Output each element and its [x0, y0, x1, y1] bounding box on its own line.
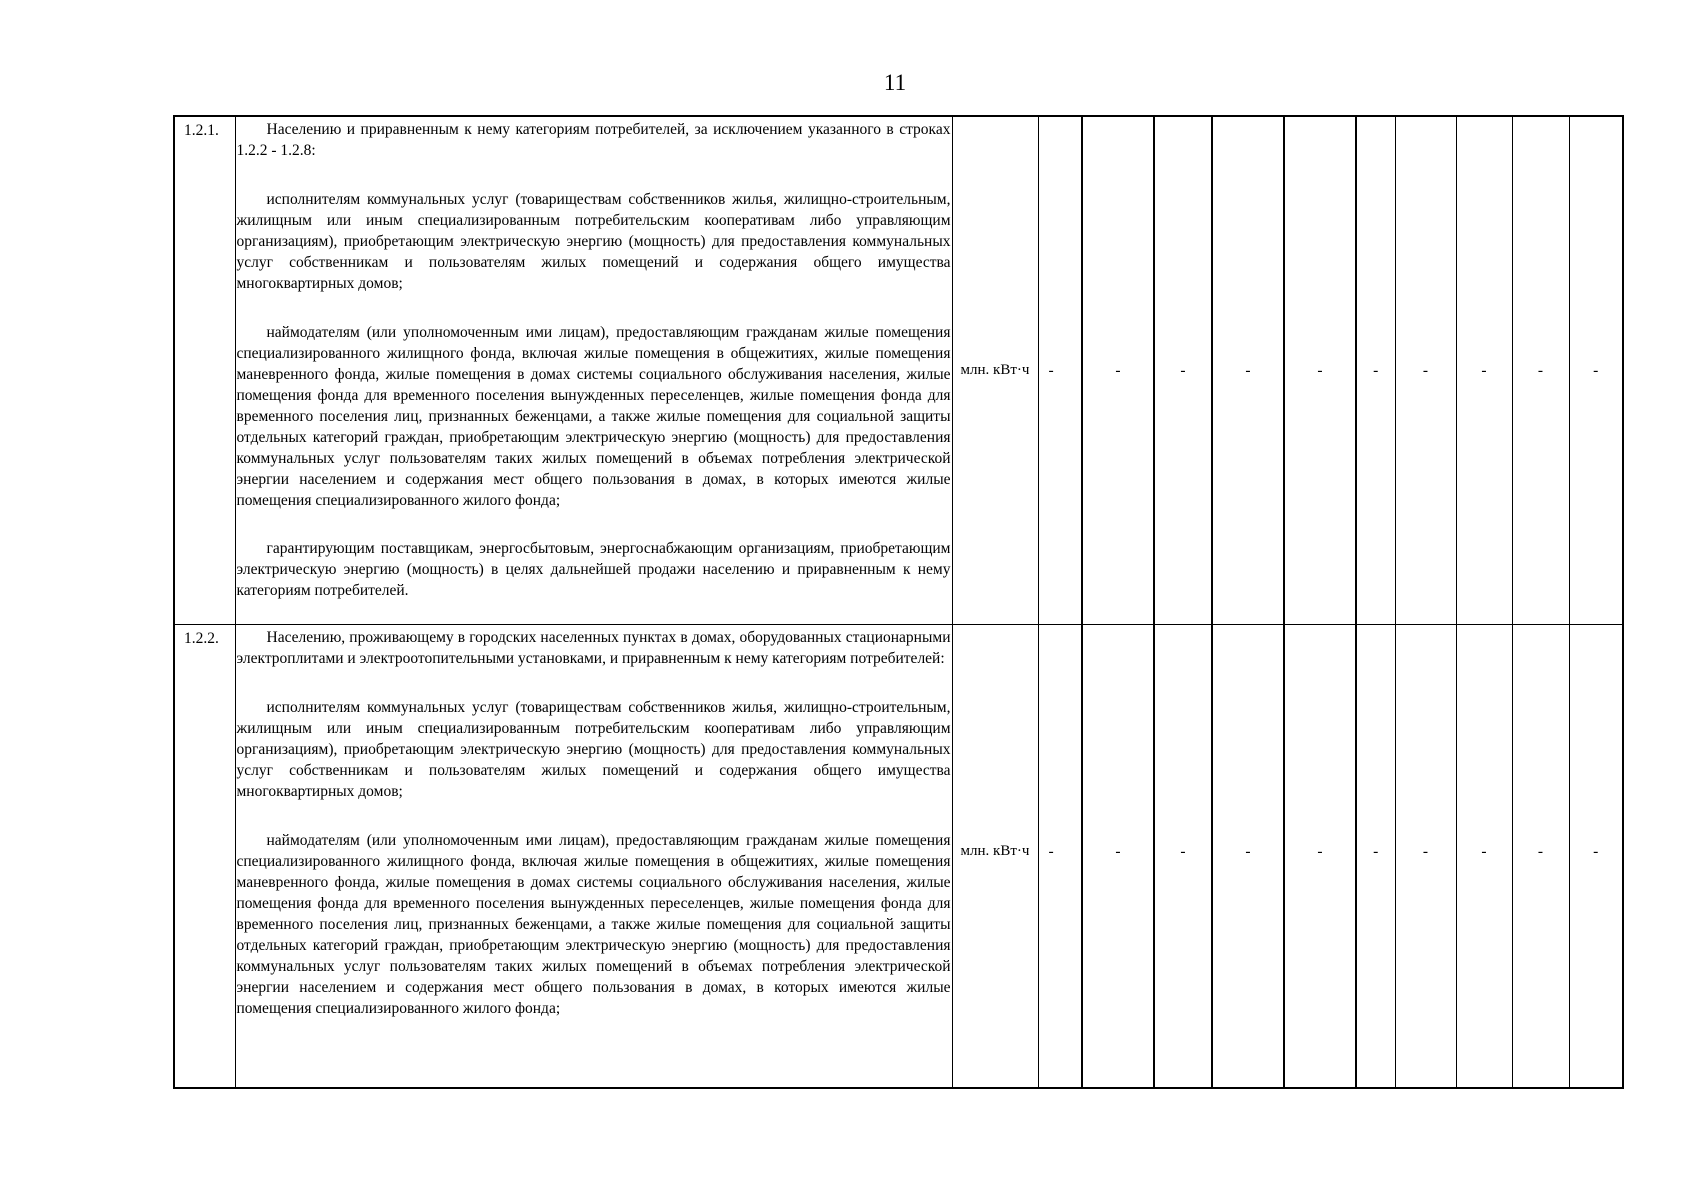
unit-cell [952, 116, 1038, 625]
value-cell [1082, 625, 1154, 1089]
value-cell [1284, 116, 1356, 625]
value-cell [1395, 116, 1456, 625]
value-dash: - [1537, 843, 1544, 860]
value-cell [1512, 116, 1569, 625]
paragraph: гарантирующим поставщикам, энергосбытовым, энергоснабжающим организациям, приобретающим электрическую энергию (мощность) в целях дальнейшей продажи населению и приравненным к нему категориям потребителей. [236, 540, 951, 599]
value-cell [1212, 625, 1284, 1089]
value-cell [1569, 116, 1623, 625]
paragraph: наймодателям (или уполномоченным ими лицам), предоставляющим гражданам жилые помещения специализированного жилищного фонда, включая жилые помещения в общежитиях, жилые помещения маневренного фонда, жилые помещения в домах системы социального обслуживания населения, жилые помещения фонда для временного поселения вынужденных переселенцев, жилые помещения фонда для временного поселения лиц, признанных беженцами, а также жилые помещения для социальной защиты отдельных категорий граждан, приобретающим электрическую энергию (мощность) для предоставления коммунальных услуг пользователям таких жилых помещений в объемах потребления электрической энергии населением и содержания мест общего пользования в домах, в которых имеются жилые помещения специализированного жилого фонда; [236, 832, 951, 1017]
unit-cell [952, 625, 1038, 1089]
row-description [235, 116, 952, 625]
value-dash: - [1537, 362, 1544, 379]
value-cell [1284, 625, 1356, 1089]
value-dash: - [1317, 843, 1323, 860]
value-dash: - [1180, 843, 1186, 860]
value-cell [1212, 116, 1284, 625]
value-cell [1395, 625, 1456, 1089]
value-dash: - [1115, 843, 1121, 860]
value-cell [1356, 116, 1395, 625]
value-cell [1456, 625, 1512, 1089]
row-number: 1.2.1. [174, 116, 235, 625]
value-dash: - [1373, 843, 1379, 860]
table-row [174, 625, 1623, 1089]
value-dash: - [1593, 843, 1599, 860]
value-cell [1154, 116, 1212, 625]
paragraph: исполнителям коммунальных услуг (товариществам собственников жилья, жилищно-строительным, жилищным или иным специализированным потребительским кооперативам либо управляющим организациям), приобретающим электрическую энергию (мощность) для предоставления коммунальных услуг собственникам и пользователям жилых помещений и содержания общего имущества многоквартирных домов; [236, 191, 951, 292]
value-dash: - [1481, 843, 1487, 860]
value-cell [1512, 625, 1569, 1089]
value-cell [1154, 625, 1212, 1089]
value-cell [1356, 625, 1395, 1089]
value-dash: - [1373, 362, 1379, 379]
value-dash: - [1317, 362, 1323, 379]
page-number: 11 [883, 70, 907, 95]
value-cell [1569, 625, 1623, 1089]
paragraph: наймодателям (или уполномоченным ими лицам), предоставляющим гражданам жилые помещения специализированного жилищного фонда, включая жилые помещения в общежитиях, жилые помещения маневренного фонда, жилые помещения в домах системы социального обслуживания населения, жилые помещения фонда для временного поселения вынужденных переселенцев, жилые помещения фонда для временного поселения лиц, признанных беженцами, а также жилые помещения для социальной защиты отдельных категорий граждан, приобретающим электрическую энергию (мощность) для предоставления коммунальных услуг пользователям таких жилых помещений в объемах потребления электрической энергии населением и содержания мест общего пользования в домах, в которых имеются жилые помещения специализированного жилого фонда; [236, 324, 951, 509]
value-dash: - [1048, 362, 1054, 379]
value-dash: - [1422, 362, 1429, 379]
value-dash: - [1245, 843, 1251, 860]
paragraph: Населению и приравненным к нему категориям потребителей, за исключением указанного в строках 1.2.2 - 1.2.8: [236, 121, 951, 159]
unit-label: млн. кВт·ч [960, 843, 1030, 859]
table-row [174, 116, 1623, 625]
row-number: 1.2.2. [174, 625, 235, 1089]
value-cell [1456, 116, 1512, 625]
tariff-table [173, 115, 1624, 1089]
value-dash: - [1048, 843, 1054, 860]
value-cell [1038, 625, 1082, 1089]
paragraph: Населению, проживающему в городских населенных пунктах в домах, оборудованных стационарными электроплитами и электроотопительными установками, и приравненным к нему категориям потребителей: [236, 629, 951, 667]
value-cell [1038, 116, 1082, 625]
paragraph: исполнителям коммунальных услуг (товариществам собственников жилья, жилищно-строительным, жилищным или иным специализированным потребительским кооперативам либо управляющим организациям), приобретающим электрическую энергию (мощность) для предоставления коммунальных услуг собственникам и пользователям жилых помещений и содержания общего имущества многоквартирных домов; [236, 699, 951, 800]
value-dash: - [1245, 362, 1251, 379]
unit-label: млн. кВт·ч [960, 362, 1030, 378]
value-cell [1082, 116, 1154, 625]
value-dash: - [1422, 843, 1429, 860]
value-dash: - [1115, 362, 1121, 379]
value-dash: - [1593, 362, 1599, 379]
value-dash: - [1481, 362, 1487, 379]
row-description [235, 625, 952, 1089]
value-dash: - [1180, 362, 1186, 379]
